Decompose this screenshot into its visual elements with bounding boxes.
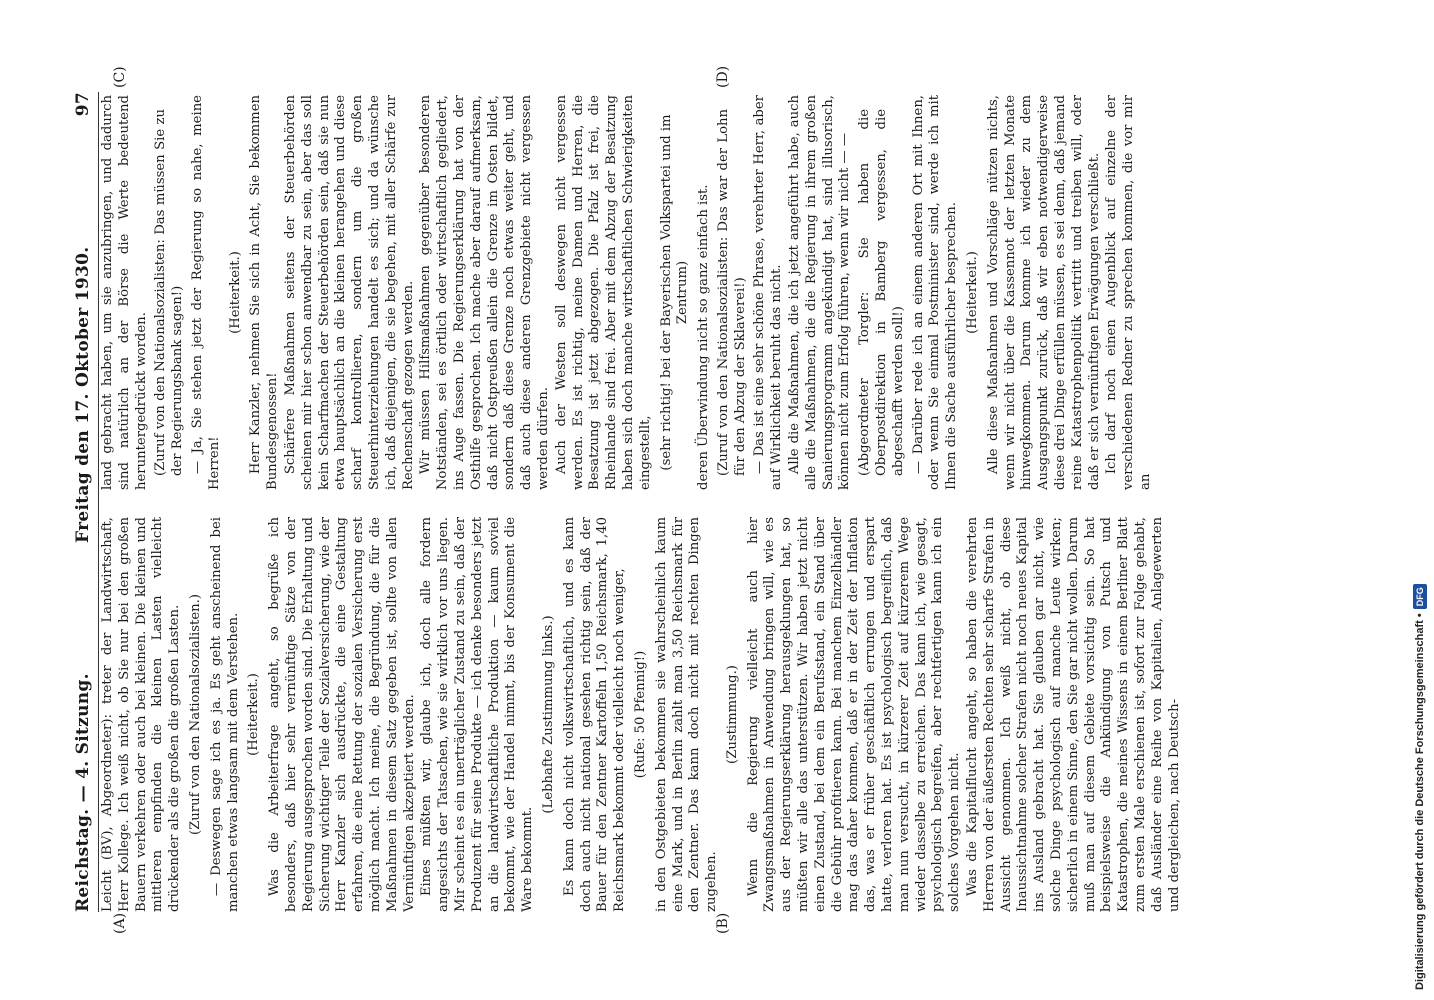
- paragraph: Schärfere Maßnahmen seitens der Steuerbehörden scheinen mir hier schon anwendbar zu sein, aber das soll kein Scharfmachen der Steuerbehörden sein, daß sie nun etwa hauptsächlich an die kleinen herangehen und diese scharf kontrollieren, sondern um die großen Steuerhinterziehungen handelt es sich; und da wünsche ich, daß diejenigen, die sie begehen, mit aller Schärfe zur Rechenschaft gezogen werden.: [282, 95, 416, 490]
- paragraph: Alle die Maßnahmen, die ich jetzt angeführt habe, auch alle die Maßnahmen, die die Regierung in ihrem großen Sanierungsprogramm angekündigt hat, sind illusorisch, können nicht zum Erfolg führen, wenn wir nicht — —: [787, 95, 853, 490]
- paragraph: — Das ist eine sehr schöne Phrase, verehrter Herr, aber auf Wirklichkeit beruht das nicht.: [752, 95, 785, 490]
- interjection: (Rufe: 50 Pfennig!): [632, 650, 648, 779]
- credit-text: Digitalisierung gefördert durch die Deutsche Forschungsgemeinschaft •: [1414, 613, 1426, 990]
- paragraph: Es kann doch nicht volkswirtschaftlich, und es kann doch auch nicht national gesehen richtig sein, daß der Bauer für den Zentner Kartoffeln 1,50 Reichsmark, 1,40 Reichsmark bekommt oder vielleicht noch weniger,: [561, 517, 628, 912]
- interjection: (Zuruf von den Nationalsozialisten: Das war der Lohn für den Abzug der Sklaverei!): [715, 109, 748, 476]
- paragraph: Was die Arbeiterfrage angeht, so begrüße ich besonders, daß hier sehr vernünftige Sätze von der Regierung ausgesprochen worden sind. Die Erhaltung und Sicherung wichtiger Teile der Sozialversicherung, wie der Herr Kanzler sich ausdrückte, die eine Gestaltung erfahren, die eine Rettung der sozialen Versicherung erst möglich macht. Ich meine, die Begründung, die für die Maßnahmen in diesem Satz gegeben ist, sollte von allen Vernünftigen akzeptiert werden.: [267, 517, 417, 912]
- margin-mark-d: (D): [715, 65, 731, 88]
- paragraph: Herr Kanzler, nehmen Sie sich in Acht, Sie bekommen Bundesgenossen!: [248, 95, 281, 490]
- paragraph: in den Ostgebieten bekommen sie wahrscheinlich kaum eine Mark, und in Berlin zahlt man 3,50 Reichsmark für den Zentner. Das kann doch nicht mit rechten Dingen zugehen.: [653, 517, 720, 912]
- right-column: [100, 95, 1340, 490]
- digitization-credit: [1410, 10, 1430, 990]
- header-date: Freitag den 17. Oktober 1930.: [73, 246, 93, 543]
- paragraph: Leicht (BV), Abgeordneter): treter der Landwirtschaft, Herr Kollege. Ich weiß nicht, ob Sie nur bei den großen Bauern verkehren oder auch bei kleinen. Die kleinen und mittleren empfinden die kleinen Lasten vielleicht drückender als die großen die großen Lasten.: [100, 517, 183, 912]
- interjection: (Heiterkeit.): [246, 673, 262, 756]
- interjection: (Lebhafte Zustimmung links.): [540, 615, 556, 814]
- paragraph: deren Überwindung nicht so ganz einfach ist.: [696, 184, 712, 490]
- paragraph: Alle diese Maßnahmen und Vorschläge nützen nichts, wenn wir nicht über die Kassennot der letzten Monate hinwegkommen. Darum komme ich wieder zu dem Ausgangspunkt zurück, daß wir eben notwendigerweise diese drei Dinge erfüllen müssen, es sei denn, daß jemand reine Katastrophenpolitik vertritt und treiben will, oder daß er sich vernünftigen Erwägungen verschließt.: [985, 95, 1102, 490]
- interjection: (Abgeordneter Torgler: Sie haben die Oberpostdirektion in Bamberg vergessen, die abgeschafft werden soll!): [857, 109, 906, 476]
- margin-mark-b: (B): [715, 912, 731, 934]
- paragraph: land gebracht haben, um sie anzubringen, und dadurch sind natürlich an der Börse die Werte bedeutend heruntergedrückt worden.: [100, 95, 149, 490]
- paragraph: — Ja, Sie stehen jetzt der Regierung so nahe, meine Herren!: [189, 95, 222, 490]
- margin-mark-a: (A): [112, 912, 128, 934]
- paragraph: Wenn die Regierung vielleicht auch hier Zwangsmaßnahmen in Anwendung bringen will, wie es aus der Regierungserklärung herausgeklungen hat, so müßten wir alle das unterstützen. Wir haben jetzt nicht einen Zustand, bei dem ein Berufsstand, ein Stand über die Gebühr profitieren kann. Bei manchem Einzelhändler mag das daher kommen, daß er in der Zeit der Inflation das, was er früher geschäftlich errungen und erspart hatte, verloren hat. Es ist psychologisch begreiflich, daß man nun versucht, in kürzerer Zeit auf kürzerem Wege wieder dasselbe zu erreichen. Das kann ich, wie gesagt, psychologisch begreifen, aber rechtfertigen kann ich ein solches Vorgehen nicht.: [745, 517, 963, 912]
- paragraph: Ich darf noch einen Augenblick auf einzelne der verschiedenen Redner zu sprechen kommen, die vor mir an: [1104, 95, 1154, 490]
- header-left: Reichstag. — 4. Sitzung.: [73, 673, 93, 912]
- interjection: (Zuruf von den Nationalsozialisten: Das müssen Sie zu der Regierungsbank sagen!): [153, 109, 186, 476]
- paragraph: Was die Kapitalflucht angeht, so haben die verehrten Herren von der äußersten Rechten sehr scharfe Strafen in Aussicht genommen. Ich weiß nicht, ob diese Inaussichtnahme solcher Strafen nicht noch neues Kapital ins Ausland gebracht hat. Sie glauben gar nicht, wie solche Dinge psychologisch auf manche Leute wirken; sicherlich in einem Sinne, den Sie gar nicht wollen. Darum muß man auf diesem Gebiete vorsichtig sein. So hat beispielsweise die Ankündigung von Putsch und Katastrophen, die meines Wissens in einem Berliner Blatt zum ersten Male erschienen ist, sofort zur Folge gehabt, daß Ausländer eine Reihe von Kapitalien, Anlagewerten und dergleichen, nach Deutsch-: [965, 517, 1182, 912]
- paragraph: — Deswegen sage ich es ja. Es geht anscheinend bei manchen etwas langsam mit dem Verstehen.: [208, 517, 241, 912]
- interjection: (Heiterkeit.): [227, 251, 243, 334]
- header-rule: [98, 92, 99, 912]
- paragraph: Auch der Westen soll deswegen nicht vergessen werden. Es ist richtig, meine Damen und Herren, die Besatzung ist jetzt abgezogen. Die Pfalz ist frei, die Rheinlande sind frei. Aber mit dem Abzug der Besatzung haben sich doch manche wirtschaftlichen Schwierigkeiten eingestellt,: [553, 95, 653, 490]
- paragraph: Eines müßten wir, glaube ich, doch alle fordern angesichts der Tatsachen, wie sie wirklich vor uns liegen. Mir scheint es ein unerträglicher Zustand zu sein, daß der Produzent für seine Produkte — ich denke besonders jetzt an die landwirtschaftliche Produktion — kaum soviel bekommt, wie der Handel nimmt, bis der Konsument die Ware bekommt.: [419, 517, 536, 912]
- dfg-logo: DFG: [1413, 584, 1427, 609]
- page-header: [70, 92, 96, 912]
- page-number: 97: [73, 92, 93, 117]
- margin-mark-c: (C): [112, 66, 128, 88]
- interjection: (Zustimmung.): [724, 665, 740, 764]
- interjection: (Zuruf von den Nationalsozialisten.): [187, 594, 203, 835]
- interjection: (Heiterkeit.): [965, 251, 981, 334]
- left-column: [100, 517, 1340, 912]
- interjection: (sehr richtig! bei der Bayerischen Volkspartei und im Zentrum): [658, 114, 691, 471]
- paragraph: Wir müssen Hilfsmaßnahmen gegenüber besonderen Notständen, sei es örtlich oder wirtschaftlich gegliedert, ins Auge fassen. Die Regierungserklärung hat von der Osthilfe gesprochen. Ich mache aber darauf aufmerksam, daß nicht Ostpreußen allein die Grenze im Osten bildet, sondern daß diese Grenze noch etwas weiter geht, und daß auch diese anderen Grenzgebiete nicht vergessen werden dürfen.: [418, 95, 551, 490]
- paragraph: — Darüber rede ich an einem anderen Ort mit Ihnen, oder wenn Sie einmal Postminister sind, werde ich mit Ihnen die Sache ausführlicher besprechen.: [910, 95, 960, 490]
